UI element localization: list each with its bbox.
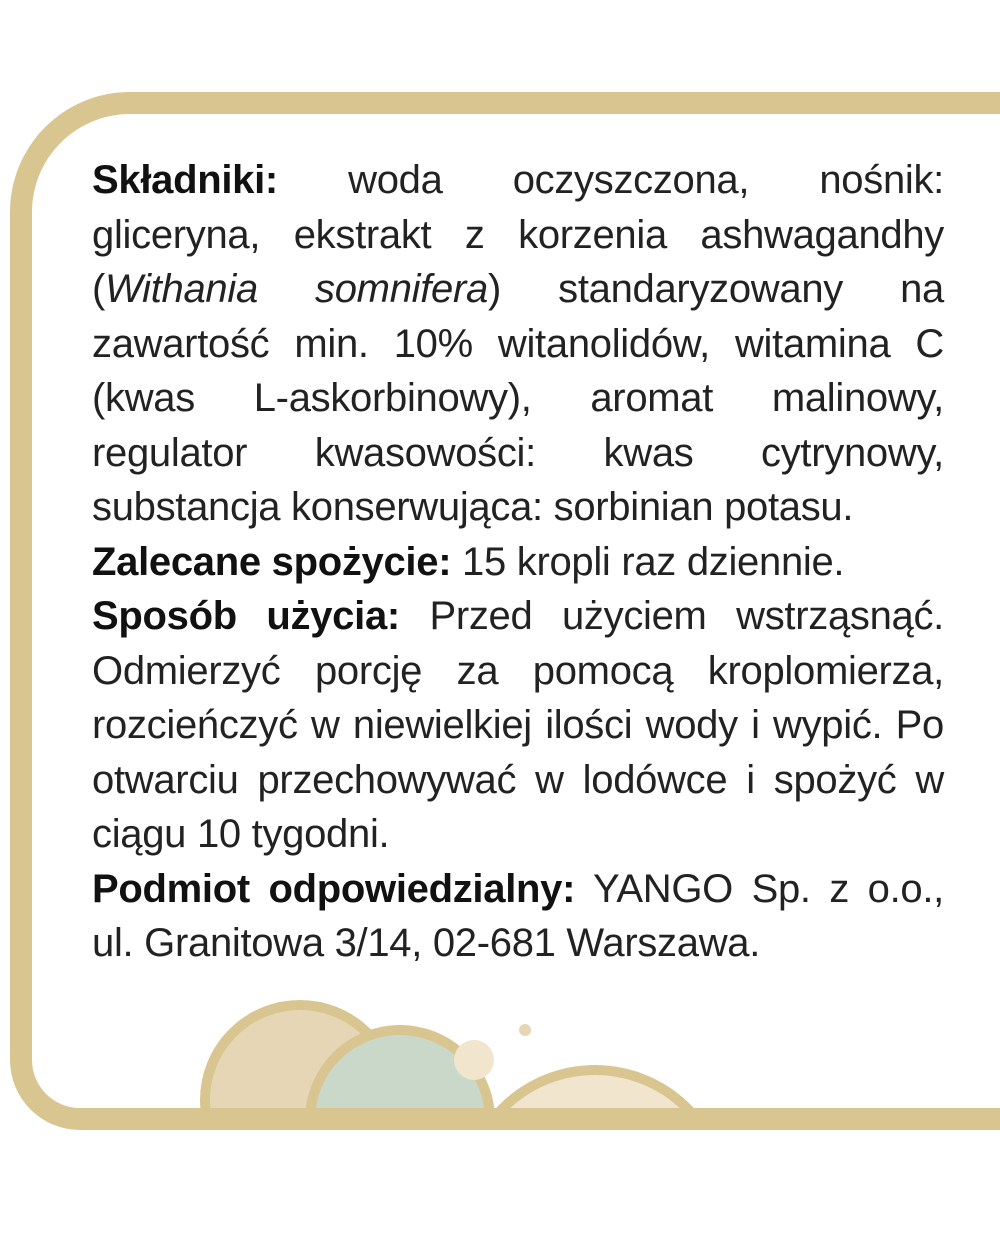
responsible-label: Podmiot odpowiedzialny: xyxy=(92,866,576,911)
dosage-paragraph xyxy=(92,535,944,590)
usage-label: Sposób użycia: xyxy=(92,594,400,638)
ingredients-paragraph xyxy=(92,153,944,535)
ingredients-text-2: ) standaryzowany na zawartość min. 10% witanolidów, witamina C (kwas L-askorbinowy), aromat malinowy, regulator kwasowości: kwas cytrynowy, substancja konserwująca: sorbinian potasu. xyxy=(92,267,944,529)
responsible-text: YANGO Sp. z o.o., ul. Granitowa 3/14, 02-681 Warszawa. xyxy=(92,866,944,965)
usage-text: Przed użyciem wstrząsnąć. Odmierzyć porcję za pomocą kroplomierza, rozcieńczyć w niewielkiej ilości wody i wypić. Po otwarciu przechowywać w lodówce i spożyć w ciągu 10 tygodni. xyxy=(92,594,944,856)
ingredients-text-1: woda oczyszczona, nośnik: gliceryna, ekstrakt z korzenia ashwagandhy ( xyxy=(92,158,944,311)
ingredients-label: Składniki: xyxy=(92,158,278,202)
dosage-label: Zalecane spożycie: xyxy=(92,539,452,584)
usage-paragraph xyxy=(92,589,944,862)
latin-name: Withania somnifera xyxy=(105,267,488,311)
dosage-text: 15 kropli raz dziennie. xyxy=(451,539,845,584)
label-text xyxy=(92,153,944,971)
responsible-paragraph xyxy=(92,862,944,971)
